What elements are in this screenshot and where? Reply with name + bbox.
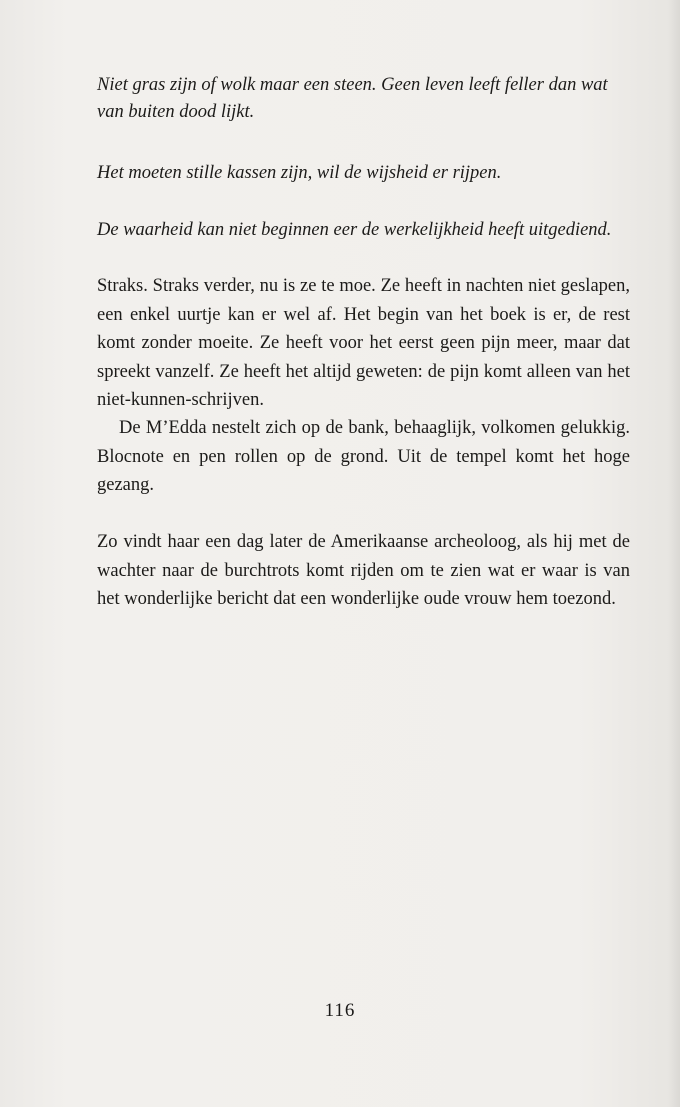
body-paragraph-3: Zo vindt haar een dag later de Amerikaanse archeoloog, als hij met de wachter naar de burchtrots komt rijden om te zien wat er waar is van het wonderlijke bericht dat een wonderlijke oude vrouw hem toezond. bbox=[97, 532, 630, 609]
body-paragraph-2: De M’Edda nestelt zich op de bank, behaaglijk, volkomen gelukkig. Blocnote en pen rollen op de grond. Uit de tempel komt het hoge gezang. bbox=[97, 418, 630, 495]
page-edge-shadow bbox=[668, 0, 680, 1107]
italic-quote-2: Het moeten stille kassen zijn, wil de wijsheid er rijpen. bbox=[97, 163, 502, 183]
italic-quote-1: Niet gras zijn of wolk maar een steen. Geen leven leeft feller dan wat van buiten dood lijkt. bbox=[97, 75, 608, 122]
italic-quote-3: De waarheid kan niet beginnen eer de werkelijkheid heeft uitgediend. bbox=[97, 220, 612, 240]
body-paragraph-1: Straks. Straks verder, nu is ze te moe. Ze heeft in nachten niet geslapen, een enkel uurtje kan er wel af. Het begin van het boek is er, de rest komt zonder moeite. Ze heeft voor het eerst geen pijn meer, maar dat spreekt vanzelf. Ze heeft het altijd geweten: de pijn komt alleen van het niet-kunnen-schrijven. bbox=[97, 276, 630, 410]
page-number: 116 bbox=[324, 1000, 356, 1021]
